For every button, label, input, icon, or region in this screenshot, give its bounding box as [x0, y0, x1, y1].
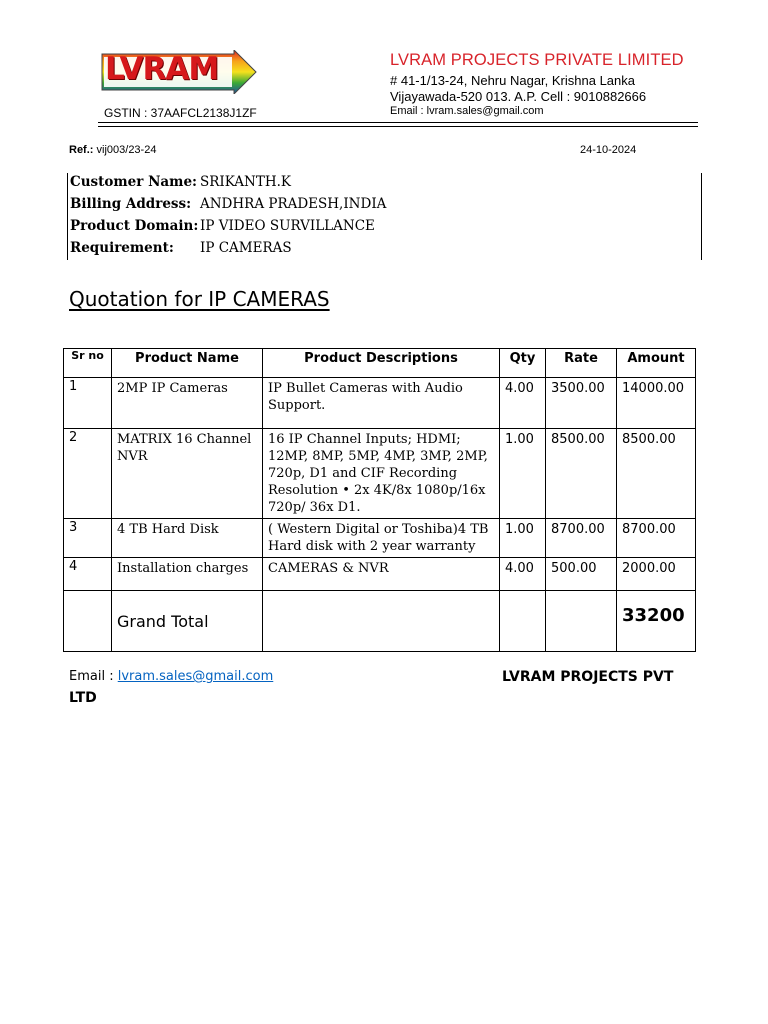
company-logo — [100, 50, 258, 94]
row-amount: 14000.00 — [617, 378, 696, 429]
row-qty: 1.00 — [500, 519, 546, 558]
table-row — [64, 429, 696, 519]
row-rate: 8700.00 — [546, 519, 617, 558]
row-qty: 4.00 — [500, 558, 546, 591]
product-domain-label: Product Domain: — [70, 218, 199, 234]
grand-total-sr-empty — [64, 591, 112, 652]
header-sr-no: Sr no — [64, 349, 112, 378]
document-title: Quotation for IP CAMERAS — [69, 287, 330, 311]
header-product-descriptions: Product Descriptions — [263, 349, 500, 378]
row-amount: 2000.00 — [617, 558, 696, 591]
requirement-row — [70, 240, 292, 256]
reference — [69, 144, 156, 156]
customer-name-label: Customer Name: — [70, 174, 198, 190]
quote-date: 24-10-2024 — [580, 144, 637, 156]
customer-block-left-border — [67, 173, 68, 260]
header-rule-top — [98, 122, 698, 123]
company-address-line1: # 41-1/13-24, Nehru Nagar, Krishna Lanka — [390, 73, 635, 88]
row-rate: 3500.00 — [546, 378, 617, 429]
product-domain-row — [70, 218, 375, 234]
customer-name-row — [70, 174, 291, 190]
product-domain-value: IP VIDEO SURVILLANCE — [200, 218, 375, 234]
footer-email-link[interactable]: lvram.sales@gmail.com — [117, 669, 274, 684]
row-product-name: 4 TB Hard Disk — [112, 519, 263, 558]
gstin: GSTIN : 37AAFCL2138J1ZF — [104, 106, 257, 120]
requirement-label: Requirement: — [70, 240, 174, 256]
table-row — [64, 378, 696, 429]
row-amount: 8500.00 — [617, 429, 696, 519]
row-qty: 4.00 — [500, 378, 546, 429]
logo-text: LVRAM — [105, 51, 219, 87]
row-sr: 3 — [64, 519, 112, 558]
billing-address-value: ANDHRA PRADESH,INDIA — [200, 196, 387, 212]
footer-email — [69, 669, 273, 684]
row-rate: 500.00 — [546, 558, 617, 591]
row-amount: 8700.00 — [617, 519, 696, 558]
row-product-name: MATRIX 16 Channel NVR — [112, 429, 263, 519]
grand-total-row — [64, 591, 696, 652]
header-amount: Amount — [617, 349, 696, 378]
customer-block-right-border — [701, 173, 702, 260]
footer-email-label: Email : — [69, 669, 118, 684]
grand-total-value: 33200 — [617, 591, 696, 652]
company-email: Email : lvram.sales@gmail.com — [390, 105, 544, 117]
row-qty: 1.00 — [500, 429, 546, 519]
header-rate: Rate — [546, 349, 617, 378]
row-description: IP Bullet Cameras with Audio Support. — [263, 378, 500, 429]
row-description: ( Western Digital or Toshiba)4 TB Hard disk with 2 year warranty — [263, 519, 500, 558]
ref-value: vij003/23-24 — [96, 144, 157, 156]
row-description: 16 IP Channel Inputs; HDMI; 12MP, 8MP, 5MP, 4MP, 3MP, 2MP, 720p, D1 and CIF Recording Resolution • 2x 4K/8x 1080p/16x 720p/ 36x D1. — [263, 429, 500, 519]
quotation-table — [63, 348, 696, 652]
footer-company-line1: LVRAM PROJECTS PVT — [502, 669, 674, 685]
header-rule-bottom — [98, 126, 698, 127]
grand-total-qty-empty — [500, 591, 546, 652]
row-sr: 2 — [64, 429, 112, 519]
table-row — [64, 558, 696, 591]
grand-total-desc-empty — [263, 591, 500, 652]
grand-total-label: Grand Total — [112, 591, 263, 652]
table-row — [64, 519, 696, 558]
header-product-name: Product Name — [112, 349, 263, 378]
requirement-value: IP CAMERAS — [200, 240, 292, 256]
row-sr: 4 — [64, 558, 112, 591]
company-name: LVRAM PROJECTS PRIVATE LIMITED — [390, 51, 684, 69]
row-product-name: 2MP IP Cameras — [112, 378, 263, 429]
table-header-row — [64, 349, 696, 378]
customer-name-value: SRIKANTH.K — [200, 174, 291, 190]
row-description: CAMERAS & NVR — [263, 558, 500, 591]
billing-address-row — [70, 196, 386, 212]
grand-total-rate-empty — [546, 591, 617, 652]
row-rate: 8500.00 — [546, 429, 617, 519]
billing-address-label: Billing Address: — [70, 196, 192, 212]
footer-company-line2: LTD — [69, 690, 97, 706]
header-qty: Qty — [500, 349, 546, 378]
ref-label: Ref.: — [69, 144, 94, 156]
company-address-line2: Vijayawada-520 013. A.P. Cell : 9010882666 — [390, 89, 647, 104]
row-product-name: Installation charges — [112, 558, 263, 591]
row-sr: 1 — [64, 378, 112, 429]
